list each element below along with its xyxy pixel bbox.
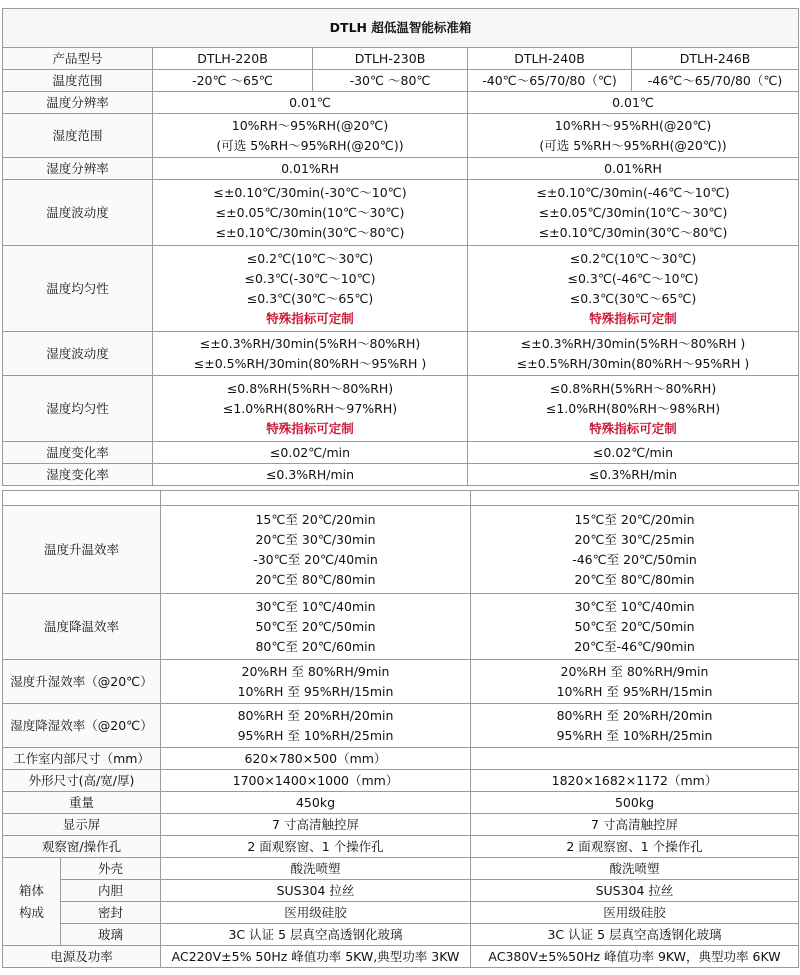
hum-res-row	[3, 158, 799, 180]
seal-label: 密封	[61, 902, 161, 924]
temp-fluct-label: 温度波动度	[3, 180, 153, 246]
window-b: 2 面观察窗、1 个操作孔	[471, 836, 799, 858]
hum-unif-a-line: ≤0.8%RH(5%RH～80%RH)	[226, 380, 394, 396]
hum-unif-a-line: ≤1.0%RH(80%RH～97%RH)	[222, 400, 398, 416]
outer-size-label: 外形尺寸(高/宽/厚)	[3, 770, 161, 792]
hum-fluct-a-line: ≤±0.5%RH/30min(80%RH～95%RH )	[193, 355, 427, 371]
model-row	[3, 48, 799, 70]
hum-rate-a: ≤0.3%RH/min	[153, 464, 468, 486]
power-a: AC220V±5% 50Hz 峰值功率 5KW,典型功率 3KW	[161, 946, 471, 968]
glass-b: 3C 认证 5 层真空高透钢化玻璃	[471, 924, 799, 946]
humdown-a-line: 80%RH 至 20%RH/20min	[237, 707, 394, 723]
heat-b-line: -46℃至 20℃/50min	[572, 551, 697, 567]
model-240b: DTLH-240B	[468, 48, 632, 70]
temp-fluct-a-line: ≤±0.10℃/30min(-30℃～10℃)	[213, 184, 407, 200]
temp-fluct-b	[468, 180, 799, 246]
hum-range-b-line: 10%RH～95%RH(@20℃)	[554, 117, 712, 133]
temp-fluct-row	[3, 180, 799, 246]
humdown-row	[3, 704, 799, 748]
window-a: 2 面观察窗、1 个操作孔	[161, 836, 471, 858]
temp-fluct-a-line: ≤±0.10℃/30min(30℃～80℃)	[215, 224, 405, 240]
temp-res-b: 0.01℃	[468, 92, 799, 114]
seal-b: 医用级硅胶	[471, 902, 799, 924]
table-title: DTLH 超低温智能标准箱	[3, 9, 799, 48]
cool-a-line: 50℃至 20℃/50min	[255, 618, 376, 634]
temp-range-label: 温度范围	[3, 70, 153, 92]
display-a: 7 寸高清触控屏	[161, 814, 471, 836]
shell-a: 酸洗喷塑	[161, 858, 471, 880]
shell-b: 酸洗喷塑	[471, 858, 799, 880]
hum-fluct-b-line: ≤±0.3%RH/30min(5%RH～80%RH )	[520, 335, 746, 351]
temp-fluct-b-line: ≤±0.05℃/30min(10℃～30℃)	[538, 204, 728, 220]
temp-unif-b-line: ≤0.3℃(-46℃～10℃)	[567, 270, 699, 286]
model-220b: DTLH-220B	[153, 48, 313, 70]
temp-unif-a	[153, 246, 468, 332]
humdown-a-line: 95%RH 至 10%RH/25min	[237, 727, 394, 743]
box-label-line: 箱体	[18, 882, 44, 898]
temp-res-label: 温度分辨率	[3, 92, 153, 114]
temp-unif-a-line: ≤0.3℃(-30℃～10℃)	[244, 270, 376, 286]
inner-size-label: 工作室内部尺寸（mm）	[3, 748, 161, 770]
model-230b: DTLH-230B	[313, 48, 468, 70]
inner-size-value: 620×780×500（mm）	[161, 748, 471, 770]
temp-unif-b-line: ≤0.3℃(30℃～65℃)	[569, 290, 697, 306]
heat-a-line: -30℃至 20℃/40min	[253, 551, 378, 567]
humdown-b-line: 95%RH 至 10%RH/25min	[556, 727, 713, 743]
hum-fluct-a-line: ≤±0.3%RH/30min(5%RH～80%RH)	[199, 335, 421, 351]
temp-fluct-a-line: ≤±0.05℃/30min(10℃～30℃)	[215, 204, 405, 220]
temp-fluct-b-line: ≤±0.10℃/30min(-46℃～10℃)	[536, 184, 730, 200]
hum-unif-b	[468, 376, 799, 442]
hum-fluct-a	[153, 332, 468, 376]
heat-row	[3, 506, 799, 594]
display-row	[3, 814, 799, 836]
glass-label: 玻璃	[61, 924, 161, 946]
cool-b-line: 30℃至 10℃/40min	[574, 598, 695, 614]
liner-label: 内胆	[61, 880, 161, 902]
cool-a	[161, 594, 471, 660]
inner-size-row	[3, 748, 799, 770]
heat-label: 温度升温效率	[3, 506, 161, 594]
cool-label: 温度降温效率	[3, 594, 161, 660]
temp-range-246b: -46℃～65/70/80（℃)	[632, 70, 799, 92]
heat-b-line: 15℃至 20℃/20min	[574, 511, 695, 527]
temp-unif-b-line: ≤0.2℃(10℃～30℃)	[569, 250, 697, 266]
hum-unif-b-line: ≤1.0%RH(80%RH～98%RH)	[545, 400, 721, 416]
power-row	[3, 946, 799, 968]
seal-a: 医用级硅胶	[161, 902, 471, 924]
temp-rate-label: 温度变化率	[3, 442, 153, 464]
hum-unif-b-line: ≤0.8%RH(5%RH～80%RH)	[549, 380, 717, 396]
weight-label: 重量	[3, 792, 161, 814]
temp-rate-b: ≤0.02℃/min	[468, 442, 799, 464]
humup-a-line: 10%RH 至 95%RH/15min	[237, 683, 394, 699]
humdown-b	[471, 704, 799, 748]
cool-b	[471, 594, 799, 660]
weight-b: 500kg	[471, 792, 799, 814]
shell-label: 外壳	[61, 858, 161, 880]
temp-range-230b: -30℃ ～80℃	[313, 70, 468, 92]
hum-unif-label: 湿度均匀性	[3, 376, 153, 442]
temp-rate-a: ≤0.02℃/min	[153, 442, 468, 464]
hum-unif-row	[3, 376, 799, 442]
display-b: 7 寸高清触控屏	[471, 814, 799, 836]
hum-rate-row	[3, 464, 799, 486]
outer-size-a: 1700×1400×1000（mm）	[161, 770, 471, 792]
liner-a: SUS304 拉丝	[161, 880, 471, 902]
hum-range-a	[153, 114, 468, 158]
temp-res-a: 0.01℃	[153, 92, 468, 114]
box-structure-label	[3, 858, 61, 946]
humup-a-line: 20%RH 至 80%RH/9min	[241, 663, 390, 679]
humup-b-line: 10%RH 至 95%RH/15min	[556, 683, 713, 699]
heat-a-line: 20℃至 80℃/80min	[255, 571, 376, 587]
heat-b	[471, 506, 799, 594]
custom-note: 特殊指标可定制	[589, 420, 677, 436]
hum-unif-a	[153, 376, 468, 442]
hum-range-a-line: 10%RH～95%RH(@20℃)	[231, 117, 389, 133]
hum-range-label: 湿度范围	[3, 114, 153, 158]
title-row	[3, 9, 799, 48]
temp-res-row	[3, 92, 799, 114]
custom-note: 特殊指标可定制	[266, 420, 354, 436]
liner-b: SUS304 拉丝	[471, 880, 799, 902]
outer-size-row	[3, 770, 799, 792]
temp-unif-row	[3, 246, 799, 332]
cool-b-line: 50℃至 20℃/50min	[574, 618, 695, 634]
box-label-line: 构成	[18, 904, 44, 920]
humdown-a	[161, 704, 471, 748]
hum-range-a-line: (可选 5%RH～95%RH(@20℃))	[216, 137, 404, 153]
spacer-row	[3, 491, 799, 506]
hum-res-label: 湿度分辨率	[3, 158, 153, 180]
hum-res-a: 0.01%RH	[153, 158, 468, 180]
model-246b: DTLH-246B	[632, 48, 799, 70]
weight-a: 450kg	[161, 792, 471, 814]
hum-fluct-row	[3, 332, 799, 376]
temp-range-row	[3, 70, 799, 92]
temp-unif-b	[468, 246, 799, 332]
hum-res-b: 0.01%RH	[468, 158, 799, 180]
humdown-label: 湿度降湿效率（@20℃）	[3, 704, 161, 748]
weight-row	[3, 792, 799, 814]
heat-a-line: 20℃至 30℃/30min	[255, 531, 376, 547]
humup-b-line: 20%RH 至 80%RH/9min	[560, 663, 709, 679]
cool-b-line: 20℃至-46℃/90min	[574, 638, 695, 654]
window-row	[3, 836, 799, 858]
liner-row	[3, 880, 799, 902]
glass-row	[3, 924, 799, 946]
cool-a-line: 30℃至 10℃/40min	[255, 598, 376, 614]
heat-b-line: 20℃至 30℃/25min	[574, 531, 695, 547]
hum-rate-label: 湿度变化率	[3, 464, 153, 486]
power-label: 电源及功率	[3, 946, 161, 968]
seal-row	[3, 902, 799, 924]
humup-label: 湿度升湿效率（@20℃）	[3, 660, 161, 704]
custom-note: 特殊指标可定制	[266, 310, 354, 326]
hum-fluct-b-line: ≤±0.5%RH/30min(80%RH～95%RH )	[516, 355, 750, 371]
spec-table-efficiency	[2, 490, 799, 968]
cool-row	[3, 594, 799, 660]
window-label: 观察窗/操作孔	[3, 836, 161, 858]
temp-fluct-b-line: ≤±0.10℃/30min(30℃～80℃)	[538, 224, 728, 240]
model-label: 产品型号	[3, 48, 153, 70]
humup-b	[471, 660, 799, 704]
temp-range-240b: -40℃～65/70/80（℃)	[468, 70, 632, 92]
humdown-b-line: 80%RH 至 20%RH/20min	[556, 707, 713, 723]
power-b: AC380V±5%50Hz 峰值功率 9KW，典型功率 6KW	[471, 946, 799, 968]
display-label: 显示屏	[3, 814, 161, 836]
cool-a-line: 80℃至 20℃/60min	[255, 638, 376, 654]
heat-a-line: 15℃至 20℃/20min	[255, 511, 376, 527]
temp-unif-a-line: ≤0.2℃(10℃～30℃)	[246, 250, 374, 266]
temp-unif-label: 温度均匀性	[3, 246, 153, 332]
hum-fluct-b	[468, 332, 799, 376]
hum-fluct-label: 湿度波动度	[3, 332, 153, 376]
outer-size-b: 1820×1682×1172（mm）	[471, 770, 799, 792]
shell-row	[3, 858, 799, 880]
hum-rate-b: ≤0.3%RH/min	[468, 464, 799, 486]
hum-range-b	[468, 114, 799, 158]
temp-unif-a-line: ≤0.3℃(30℃～65℃)	[246, 290, 374, 306]
temp-rate-row	[3, 442, 799, 464]
glass-a: 3C 认证 5 层真空高透钢化玻璃	[161, 924, 471, 946]
heat-a	[161, 506, 471, 594]
spec-table-performance	[2, 8, 799, 486]
humup-row	[3, 660, 799, 704]
custom-note: 特殊指标可定制	[589, 310, 677, 326]
hum-range-row	[3, 114, 799, 158]
temp-range-220b: -20℃ ～65℃	[153, 70, 313, 92]
temp-fluct-a	[153, 180, 468, 246]
heat-b-line: 20℃至 80℃/80min	[574, 571, 695, 587]
humup-a	[161, 660, 471, 704]
hum-range-b-line: (可选 5%RH～95%RH(@20℃))	[539, 137, 727, 153]
